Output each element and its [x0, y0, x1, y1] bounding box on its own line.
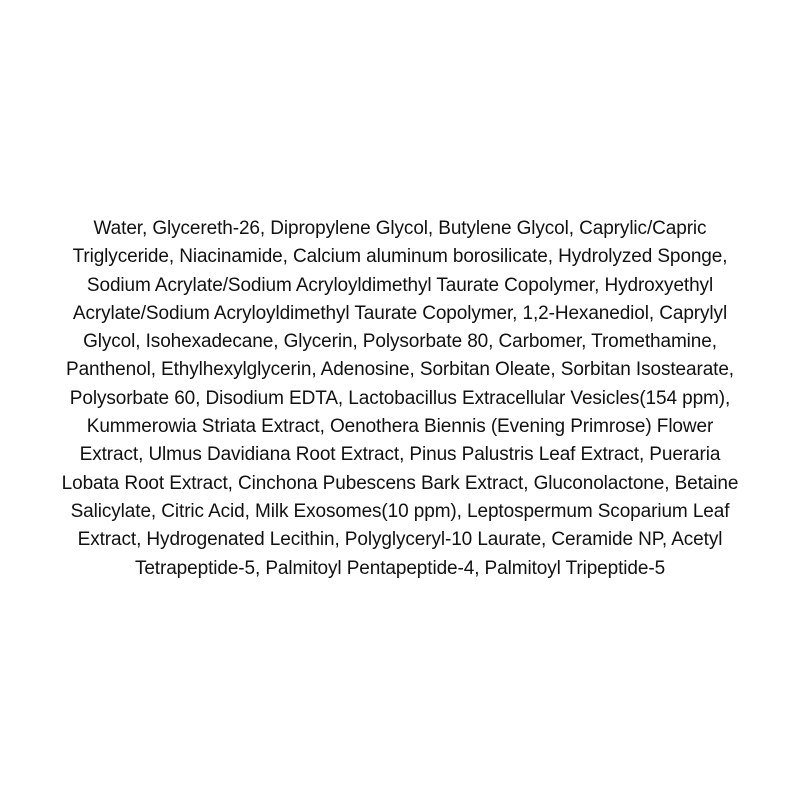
ingredient-line: Salicylate, Citric Acid, Milk Exosomes(10 ppm), Leptospermum Scoparium Leaf: [70, 500, 730, 522]
ingredient-line: Kummerowia Striata Extract, Oenothera Biennis (Evening Primrose) Flower: [86, 416, 714, 438]
ingredient-line: Glycol, Isohexadecane, Glycerin, Polysorbate 80, Carbomer, Tromethamine,: [83, 331, 717, 353]
ingredient-line: Polysorbate 60, Disodium EDTA, Lactobacillus Extracellular Vesicles(154 ppm),: [69, 387, 731, 409]
ingredient-line: Water, Glycereth-26, Dipropylene Glycol, Butylene Glycol, Caprylic/Capric: [93, 218, 707, 239]
ingredient-line: Sodium Acrylate/Sodium Acryloyldimethyl Taurate Copolymer, Hydroxyethyl: [86, 274, 714, 296]
ingredient-line: Extract, Ulmus Davidiana Root Extract, Pinus Palustris Leaf Extract, Pueraria: [79, 444, 721, 466]
ingredient-line: Triglyceride, Niacinamide, Calcium aluminum borosilicate, Hydrolyzed Sponge,: [72, 246, 728, 268]
ingredient-line: Acrylate/Sodium Acryloyldimethyl Taurate Copolymer, 1,2-Hexanediol, Caprylyl: [72, 302, 728, 324]
ingredient-line: Extract, Hydrogenated Lecithin, Polyglyceryl-10 Laurate, Ceramide NP, Acetyl: [77, 529, 723, 551]
ingredient-line: Panthenol, Ethylhexylglycerin, Adenosine, Sorbitan Oleate, Sorbitan Isostearate,: [66, 359, 734, 381]
ingredient-list: [0, 215, 800, 583]
ingredient-line: Lobata Root Extract, Cinchona Pubescens Bark Extract, Gluconolactone, Betaine: [61, 472, 739, 494]
ingredient-line: Tetrapeptide-5, Palmitoyl Pentapeptide-4, Palmitoyl Tripeptide-5: [134, 557, 666, 579]
